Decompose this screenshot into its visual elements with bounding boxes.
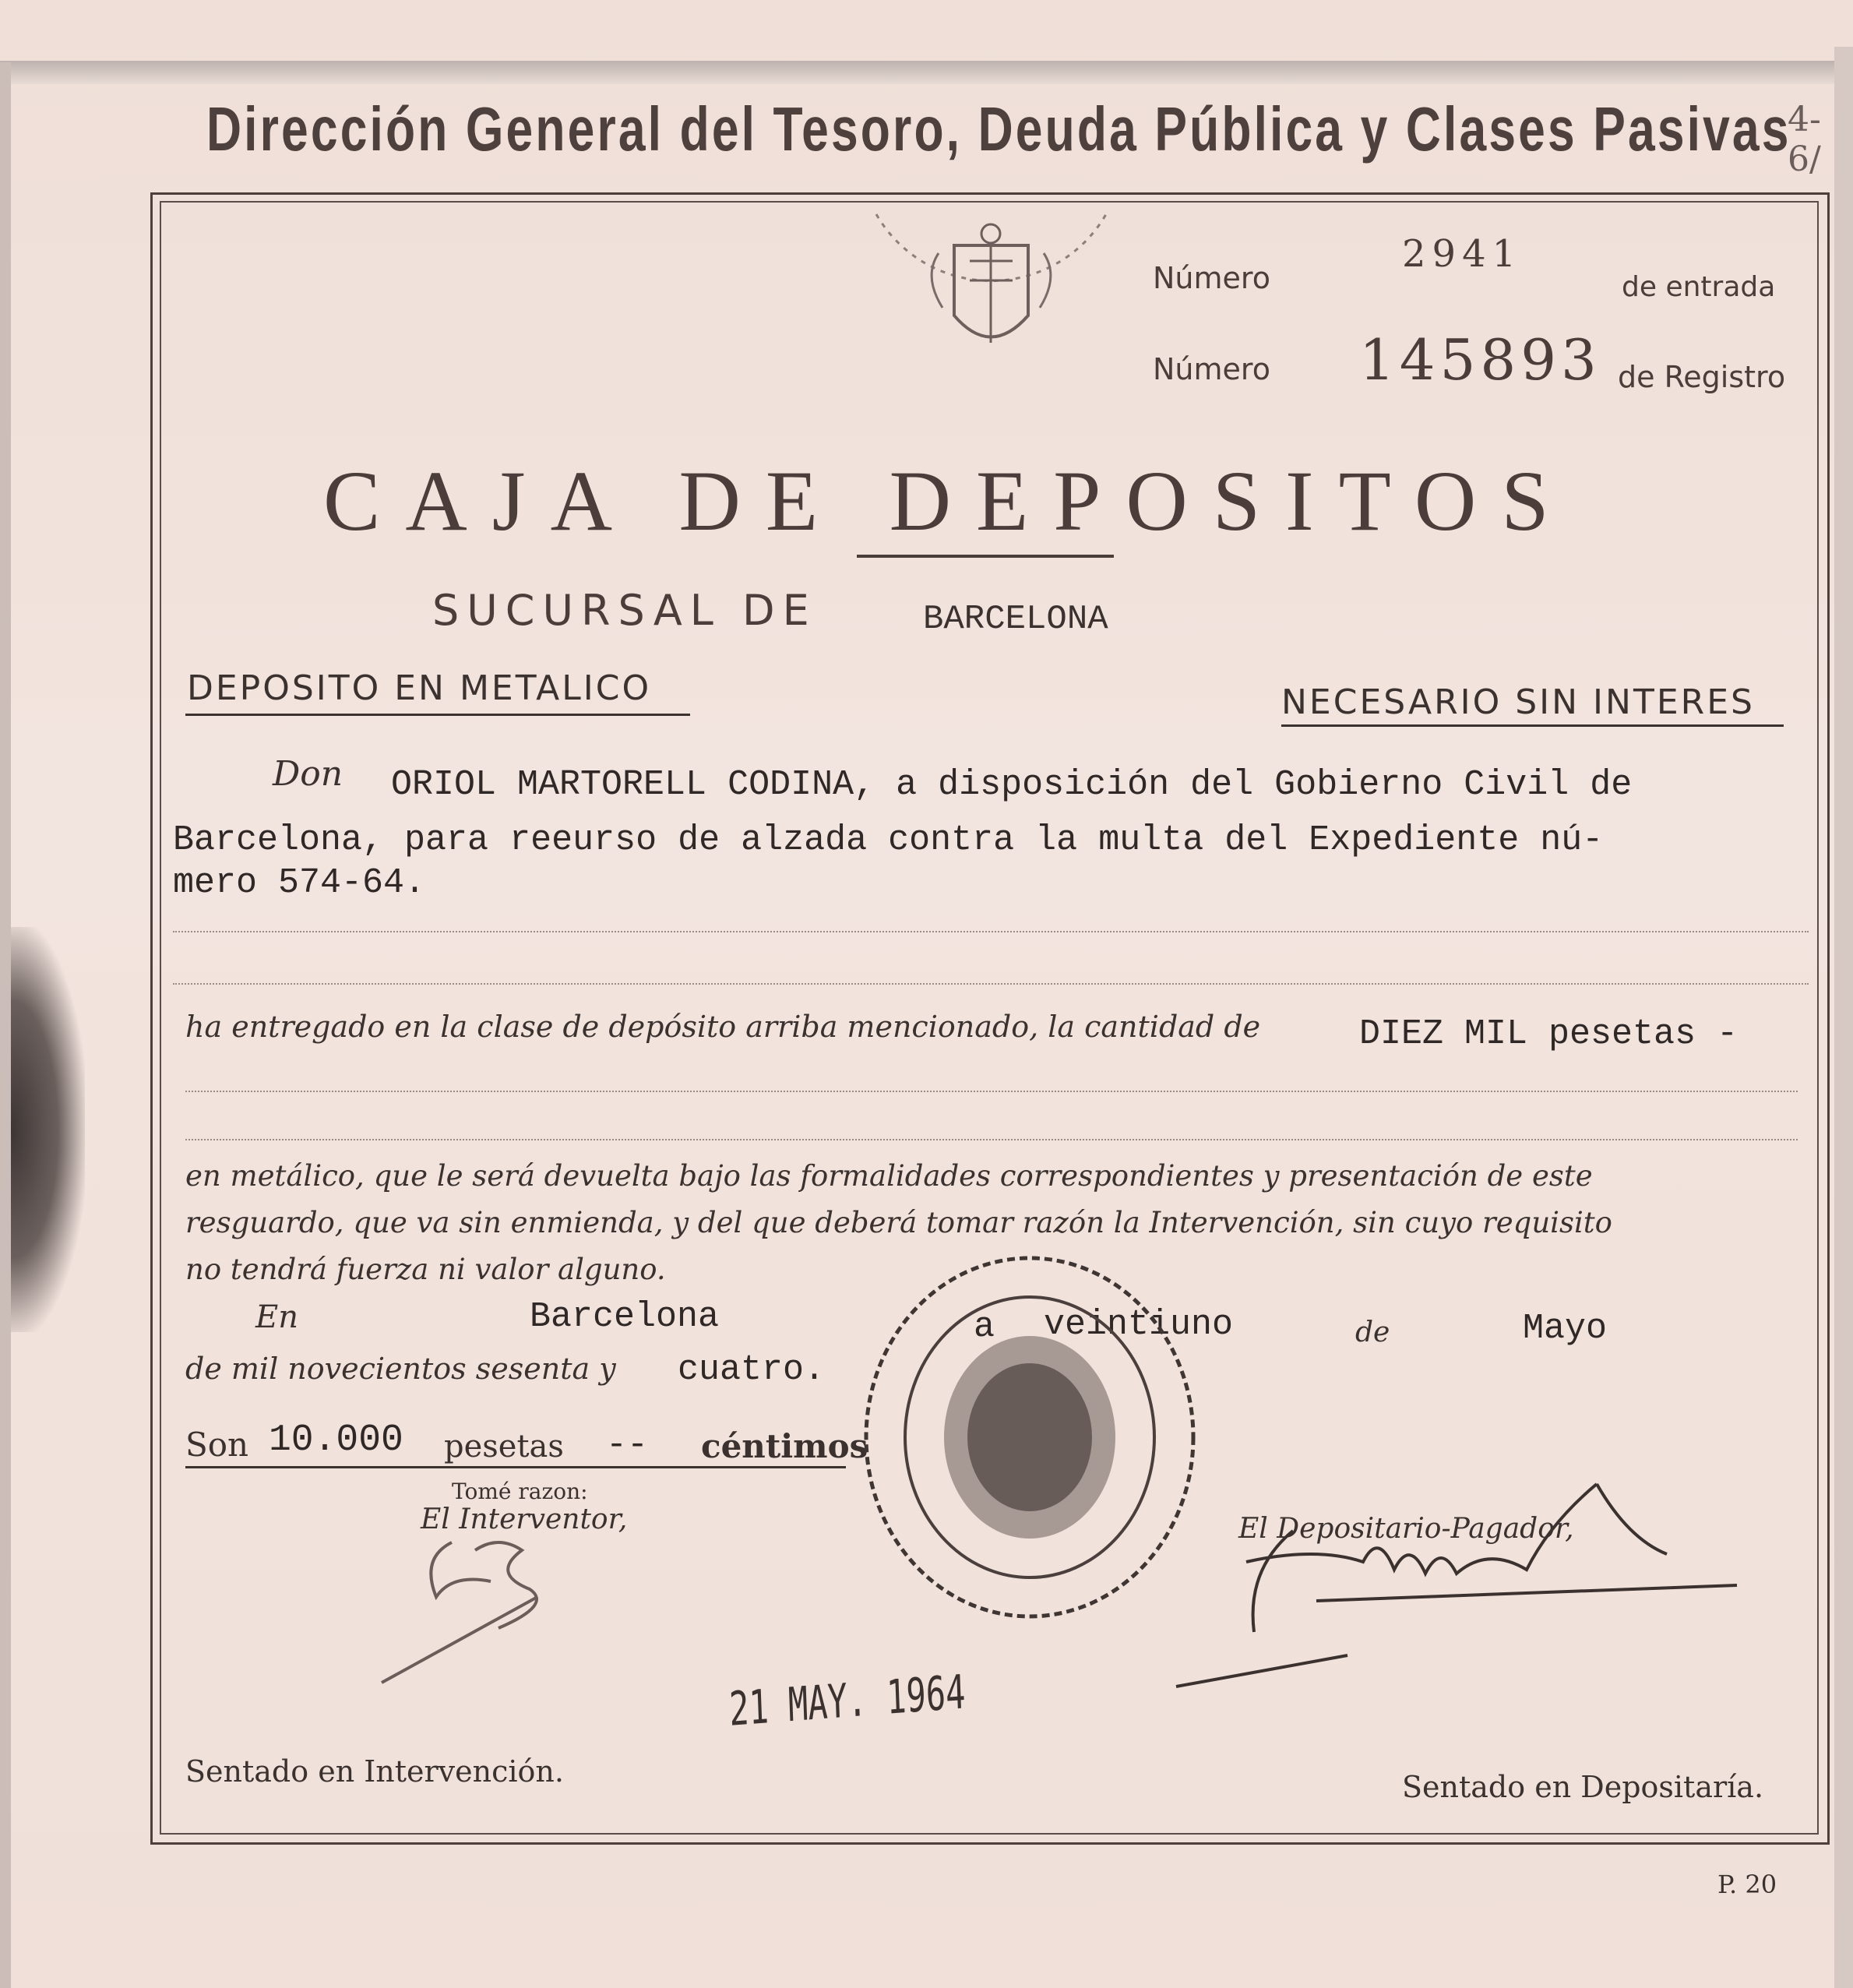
day-value: veintiuno bbox=[1044, 1305, 1234, 1345]
dotted-line bbox=[173, 931, 1809, 932]
dotted-line bbox=[173, 983, 1809, 985]
footer-intervencion: Sentado en Intervención. bbox=[185, 1754, 564, 1789]
footer-depositaria: Sentado en Depositaría. bbox=[1402, 1770, 1764, 1804]
deposit-type-left: DEPOSITO EN METALICO bbox=[187, 668, 652, 708]
registro-number-value: 145893 bbox=[1359, 327, 1601, 393]
a-label: a bbox=[974, 1307, 995, 1347]
amount-rule bbox=[185, 1466, 846, 1468]
scan-top-band bbox=[0, 61, 1853, 84]
entregado-label: ha entregado en la clase de depósito arriba mencionado, la cantidad de bbox=[185, 1010, 1261, 1044]
clause-line-3: no tendrá fuerza ni valor alguno. bbox=[185, 1253, 666, 1286]
deposit-type-left-rule bbox=[185, 714, 690, 716]
body-line-1: ORIOL MARTORELL CODINA, a disposición del Gobierno Civil de bbox=[391, 765, 1633, 805]
pesetas-label: pesetas bbox=[444, 1429, 564, 1465]
don-label: Don bbox=[273, 754, 343, 794]
authority-header: Dirección General del Tesoro, Deuda Pública y Clases Pasivas bbox=[206, 94, 1791, 164]
body-line-3: mero 574-64. bbox=[173, 863, 426, 903]
date-stamp: 21 MAY. 1964 bbox=[728, 1665, 967, 1737]
year-prefix: de mil novecientos sesenta y bbox=[185, 1352, 616, 1386]
depositario-signature bbox=[1161, 1476, 1753, 1694]
official-round-stamp bbox=[849, 1242, 1211, 1632]
registro-number-label: Número bbox=[1153, 352, 1270, 386]
month-value: Mayo bbox=[1523, 1309, 1608, 1348]
interventor-label: El Interventor, bbox=[421, 1503, 628, 1535]
deposit-type-right: NECESARIO SIN INTERES bbox=[1281, 682, 1755, 722]
son-label: Son bbox=[185, 1426, 249, 1464]
clause-line-2: resguardo, que va sin enmienda, y del que deberá tomar razón la Intervención, sin cuyo requisito bbox=[185, 1206, 1612, 1239]
scan-left-edge bbox=[0, 62, 11, 1988]
margin-note: 4-6/ bbox=[1788, 100, 1821, 179]
ink-stain bbox=[11, 927, 85, 1332]
centimos-value: -- bbox=[606, 1426, 649, 1465]
entrada-number-value: 2941 bbox=[1402, 232, 1523, 276]
sucursal-label: SUCURSAL DE bbox=[432, 586, 817, 635]
page-number: P. 20 bbox=[1717, 1870, 1777, 1899]
place-value: Barcelona bbox=[530, 1297, 720, 1337]
scan-right-edge bbox=[1834, 47, 1853, 1988]
body-line-2: Barcelona, para reeurso de alzada contra la multa del Expediente nú- bbox=[173, 820, 1604, 860]
en-label: En bbox=[255, 1299, 298, 1335]
year-suffix: cuatro. bbox=[678, 1350, 826, 1390]
document-title: CAJA DE DEPOSITOS bbox=[323, 453, 1574, 548]
amount-in-words: DIEZ MIL pesetas - bbox=[1359, 1014, 1739, 1054]
title-rule bbox=[857, 555, 1114, 558]
de-label: de bbox=[1355, 1317, 1390, 1348]
interventor-signature bbox=[335, 1527, 592, 1698]
coat-of-arms-seal bbox=[861, 199, 1122, 409]
clause-line-1: en metálico, que le será devuelta bajo las formalidades correspondientes y presentación de este bbox=[185, 1159, 1593, 1193]
entrada-number-label: Número bbox=[1153, 261, 1270, 295]
entrada-suffix: de entrada bbox=[1622, 271, 1776, 303]
dotted-line bbox=[185, 1091, 1798, 1092]
amount-figure: 10.000 bbox=[269, 1419, 403, 1461]
sucursal-value: BARCELONA bbox=[923, 600, 1108, 639]
depositario-label: El Depositario-Pagador, bbox=[1238, 1513, 1574, 1545]
registro-suffix: de Registro bbox=[1618, 360, 1786, 394]
dotted-line bbox=[185, 1139, 1798, 1140]
deposit-type-right-rule bbox=[1281, 724, 1784, 727]
centimos-label: céntimos bbox=[701, 1427, 868, 1465]
tome-razon-label: Tomé razon: bbox=[452, 1479, 588, 1504]
